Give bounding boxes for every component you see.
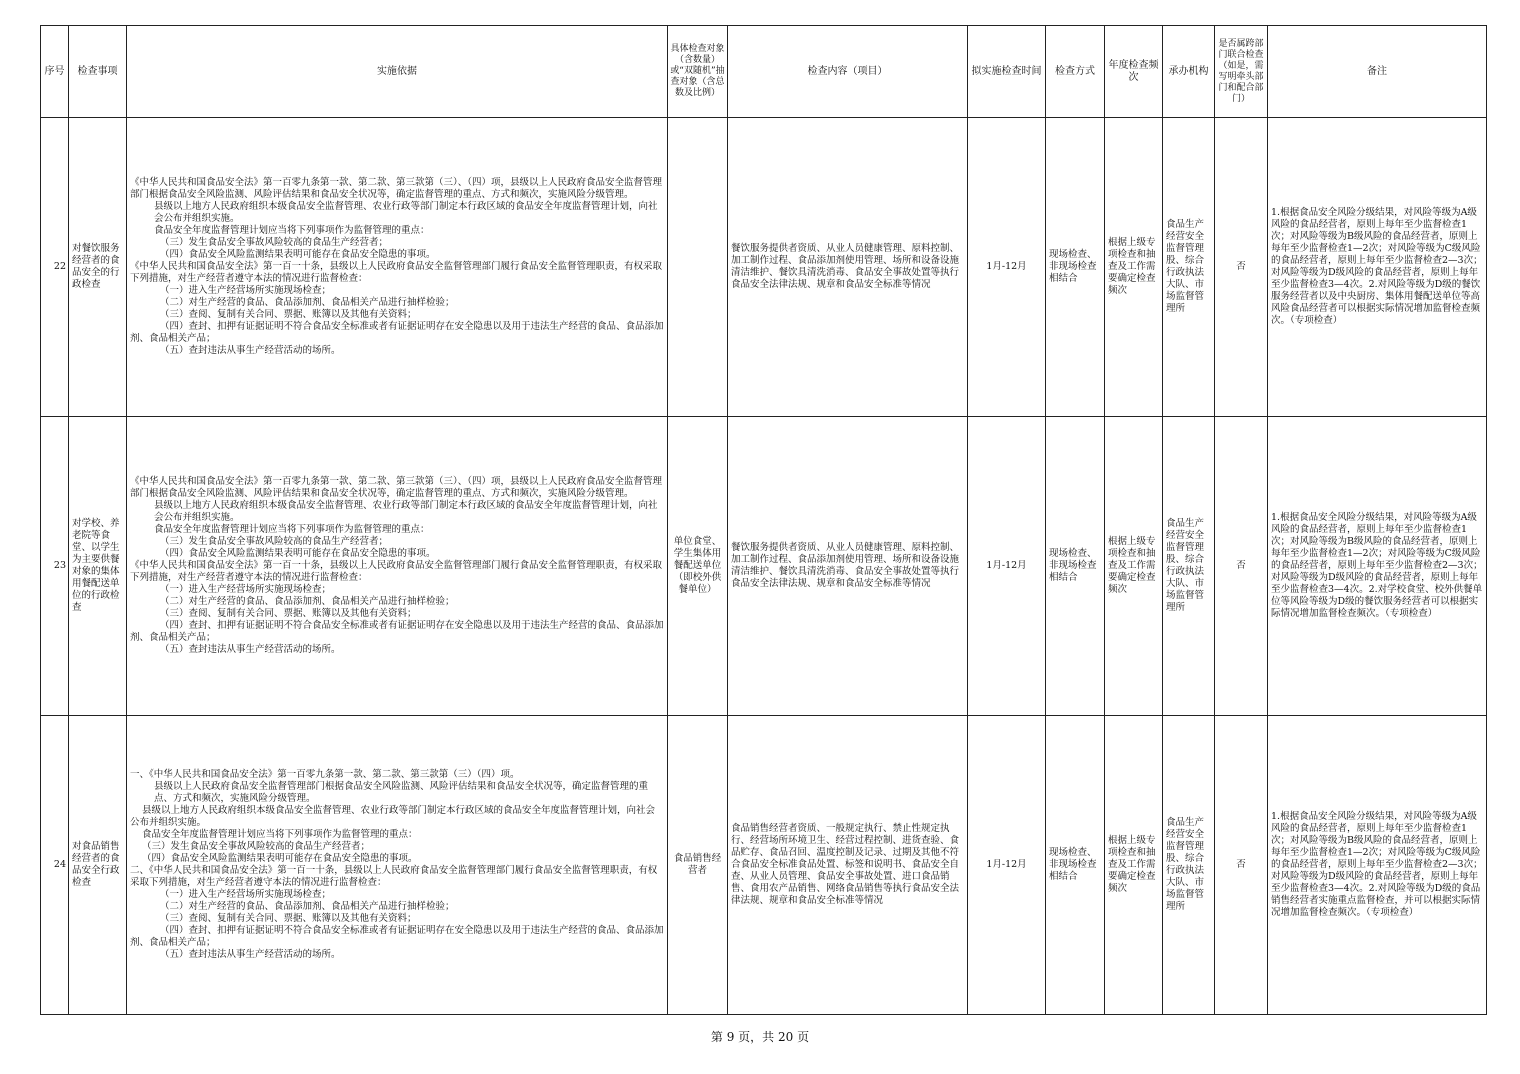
row-basis (127, 716, 668, 1015)
basis-paragraph: 县级以上地方人民政府组织本级食品安全监督管理、农业行政等部门制定本行政区域的食品安全年度监督管理计划，向社会公布并组织实施。 (154, 500, 658, 523)
table-row (41, 118, 1487, 417)
header-row (41, 26, 1487, 118)
table-row (41, 716, 1487, 1015)
table-row (41, 417, 1487, 716)
row-object: 食品销售经营者 (668, 716, 728, 1015)
row-item: 对餐饮服务经营者的食品安全的行政检查 (69, 118, 127, 417)
basis-paragraph: （四）食品安全风险监测结果表明可能存在食品安全隐患的事项。 (160, 548, 436, 559)
basis-paragraph: （二）对生产经营的食品、食品添加剂、食品相关产品进行抽样检验； (160, 596, 455, 607)
page-number: 第 9 页，共 20 页 (710, 1030, 810, 1044)
row-org: 食品生产经营安全监督管理股、综合行政执法大队、市场监督管理所 (1163, 118, 1215, 417)
row-time: 1月-12月 (968, 118, 1046, 417)
basis-paragraph: （一）进入生产经营场所实施现场检查； (160, 584, 332, 595)
basis-paragraph: （五）查封违法从事生产经营活动的场所。 (160, 345, 341, 356)
basis-paragraph: （四）食品安全风险监测结果表明可能存在食品安全隐患的事项。 (160, 249, 436, 260)
basis-paragraph: （四）查封、扣押有证据证明不符合食品安全标准或者有证据证明存在安全隐患以及用于违法生产经营的食品、食品添加剂、食品相关产品； (130, 321, 664, 344)
inspection-table (40, 25, 1487, 1015)
basis-paragraph: 《中华人民共和国食品安全法》第一百零九条第一款、第二款、第三款第（三）、（四）项，县级以上人民政府食品安全监督管理部门根据食品安全风险监测、风险评估结果和食品安全状况等，确定监督管理的重点、方式和频次，实施风险分级管理。 (130, 476, 663, 499)
basis-paragraph: 县级以上地方人民政府组织本级食品安全监督管理、农业行政等部门制定本行政区域的食品安全年度监督管理计划，向社会公布并组织实施。 (130, 805, 656, 828)
basis-paragraph: （一）进入生产经营场所实施现场检查； (160, 285, 332, 296)
basis-paragraph: （三）发生食品安全事故风险较高的食品生产经营者； (160, 237, 389, 248)
row-method: 现场检查、非现场检查相结合 (1046, 417, 1105, 716)
row-org: 食品生产经营安全监督管理股、综合行政执法大队、市场监督管理所 (1163, 716, 1215, 1015)
row-method: 现场检查、非现场检查相结合 (1046, 118, 1105, 417)
basis-paragraph: 食品安全年度监督管理计划应当将下列事项作为监督管理的重点： (154, 225, 430, 236)
basis-paragraph: 二、《中华人民共和国食品安全法》第一百一十条，县级以上人民政府食品安全监督管理部门履行食品安全监督管理职责，有权采取下列措施，对生产经营者遵守本法的情况进行监督检查： (130, 865, 658, 888)
header-item: 检查事项 (69, 26, 127, 118)
row-freq: 根据上级专项检查和抽查及工作需要确定检查频次 (1105, 118, 1163, 417)
row-object (668, 118, 728, 417)
row-joint: 否 (1215, 118, 1268, 417)
basis-paragraph: 一、《中华人民共和国食品安全法》第一百零九条第一款、第二款、第三款第（三）（四）项。 (130, 769, 520, 780)
row-note: 1.根据食品安全风险分级结果，对风险等级为A级风险的食品经营者，原则上每年至少监督检查1次；对风险等级为B级风险的食品经营者，原则上每年至少监督检查1—2次；对风险等级为C级风险的食品经营者，原则上每年至少监督检查2—3次；对风险等级为D级风险的食品经营者，原则上每年至少监督检查3—4次。2.对学校食堂、校外供餐单位等风险等级为D级的餐饮服务经营者可以根据实际情况增加监督检查频次。（专项检查） (1268, 417, 1487, 716)
header-freq: 年度检查频次 (1105, 26, 1163, 118)
row-org: 食品生产经营安全监督管理股、综合行政执法大队、市场监督管理所 (1163, 417, 1215, 716)
header-joint: 是否属跨部门联合检查（如是，需写明牵头部门和配合部门） (1215, 26, 1268, 118)
row-note: 1.根据食品安全风险分级结果，对风险等级为A级风险的食品经营者，原则上每年至少监督检查1次；对风险等级为B级风险的食品经营者，原则上每年至少监督检查1—2次；对风险等级为C级风险的食品经营者，原则上每年至少监督检查2—3次；对风险等级为D级风险的食品经营者，原则上每年至少监督检查3—4次。2.对风险等级为D级的餐饮服务经营者以及中央厨房、集体用餐配送单位等高风险食品经营者可以根据实际情况增加监督检查频次。（专项检查） (1268, 118, 1487, 417)
row-content: 餐饮服务提供者资质、从业人员健康管理、原料控制、加工制作过程、食品添加剂使用管理、场所和设备设施清洁维护、餐饮具清洗消毒、食品安全事故处置等执行食品安全法律法规、规章和食品安全标准等情况 (728, 417, 968, 716)
basis-paragraph: （四）食品安全风险监测结果表明可能存在食品安全隐患的事项。 (142, 853, 418, 864)
header-org: 承办机构 (1163, 26, 1215, 118)
header-content: 检查内容（项目） (728, 26, 968, 118)
header-seq: 序号 (41, 26, 69, 118)
basis-paragraph: （三）发生食品安全事故风险较高的食品生产经营者； (160, 536, 389, 547)
row-freq: 根据上级专项检查和抽查及工作需要确定检查频次 (1105, 716, 1163, 1015)
basis-paragraph: （一）进入生产经营场所实施现场检查； (160, 889, 332, 900)
basis-paragraph: （三）发生食品安全事故风险较高的食品生产经营者； (142, 841, 371, 852)
row-joint: 否 (1215, 417, 1268, 716)
basis-paragraph: （五）查封违法从事生产经营活动的场所。 (160, 949, 341, 960)
row-time: 1月-12月 (968, 417, 1046, 716)
row-basis (127, 417, 668, 716)
row-seq: 23 (41, 417, 69, 716)
header-method: 检查方式 (1046, 26, 1105, 118)
header-object: 具体检查对象（含数量）或“双随机”抽查对象（含总数及比例） (668, 26, 728, 118)
header-note: 备注 (1268, 26, 1487, 118)
row-note: 1.根据食品安全风险分级结果，对风险等级为A级风险的食品经营者，原则上每年至少监督检查1次；对风险等级为B级风险的食品经营者，原则上每年至少监督检查1—2次；对风险等级为C级风险的食品经营者，原则上每年至少监督检查2—3次；对风险等级为D级风险的食品经营者，原则上每年至少监督检查3—4次。2.对风险等级为D级的食品销售经营者实施重点监督检查，并可以根据实际情况增加监督检查频次。（专项检查） (1268, 716, 1487, 1015)
basis-paragraph: （三）查阅、复制有关合同、票据、账簿以及其他有关资料； (160, 608, 417, 619)
basis-paragraph: （三）查阅、复制有关合同、票据、账簿以及其他有关资料； (160, 309, 417, 320)
row-object: 单位食堂、学生集体用餐配送单位（即校外供餐单位） (668, 417, 728, 716)
row-item: 对食品销售经营者的食品安全行政检查 (69, 716, 127, 1015)
row-seq: 22 (41, 118, 69, 417)
row-method: 现场检查、非现场检查相结合 (1046, 716, 1105, 1015)
basis-paragraph: （五）查封违法从事生产经营活动的场所。 (160, 644, 341, 655)
header-basis: 实施依据 (127, 26, 668, 118)
basis-paragraph: （二）对生产经营的食品、食品添加剂、食品相关产品进行抽样检验； (160, 297, 455, 308)
row-item: 对学校、养老院等食堂、以学生为主要供餐对象的集体用餐配送单位的行政检查 (69, 417, 127, 716)
basis-paragraph: 《中华人民共和国食品安全法》第一百一十条，县级以上人民政府食品安全监督管理部门履行食品安全监督管理职责，有权采取下列措施，对生产经营者遵守本法的情况进行监督检查： (130, 261, 663, 284)
basis-paragraph: （四）查封、扣押有证据证明不符合食品安全标准或者有证据证明存在安全隐患以及用于违法生产经营的食品、食品添加剂、食品相关产品； (130, 925, 664, 948)
basis-paragraph: 食品安全年度监督管理计划应当将下列事项作为监督管理的重点： (142, 829, 418, 840)
basis-paragraph: 《中华人民共和国食品安全法》第一百零九条第一款、第二款、第三款第（三）、（四）项，县级以上人民政府食品安全监督管理部门根据食品安全风险监测、风险评估结果和食品安全状况等，确定监督管理的重点、方式和频次，实施风险分级管理。 (130, 177, 663, 200)
row-joint: 否 (1215, 716, 1268, 1015)
row-basis (127, 118, 668, 417)
basis-paragraph: （二）对生产经营的食品、食品添加剂、食品相关产品进行抽样检验； (160, 901, 455, 912)
row-content: 餐饮服务提供者资质、从业人员健康管理、原料控制、加工制作过程、食品添加剂使用管理、场所和设备设施清洁维护、餐饮具清洗消毒、食品安全事故处置等执行食品安全法律法规、规章和食品安全标准等情况 (728, 118, 968, 417)
row-time: 1月-12月 (968, 716, 1046, 1015)
row-content: 食品销售经营者资质、一般规定执行、禁止性规定执行、经营场所环境卫生、经营过程控制、进货查验、食品贮存、食品召回、温度控制及记录、过期及其他不符合食品安全标准食品处置、标签和说明书、食品安全自查、从业人员管理、食品安全事故处置、进口食品销售、食用农产品销售、网络食品销售等执行食品安全法律法规、规章和食品安全标准等情况 (728, 716, 968, 1015)
basis-paragraph: （四）查封、扣押有证据证明不符合食品安全标准或者有证据证明存在安全隐患以及用于违法生产经营的食品、食品添加剂、食品相关产品； (130, 620, 664, 643)
header-time: 拟实施检查时间 (968, 26, 1046, 118)
row-freq: 根据上级专项检查和抽查及工作需要确定检查频次 (1105, 417, 1163, 716)
basis-paragraph: 县级以上地方人民政府组织本级食品安全监督管理、农业行政等部门制定本行政区域的食品安全年度监督管理计划，向社会公布并组织实施。 (154, 201, 658, 224)
basis-paragraph: 《中华人民共和国食品安全法》第一百一十条，县级以上人民政府食品安全监督管理部门履行食品安全监督管理职责，有权采取下列措施，对生产经营者遵守本法的情况进行监督检查： (130, 560, 663, 583)
basis-paragraph: 县级以上人民政府食品安全监督管理部门根据食品安全风险监测、风险评估结果和食品安全状况等，确定监督管理的重点、方式和频次，实施风险分级管理。 (154, 781, 649, 804)
basis-paragraph: 食品安全年度监督管理计划应当将下列事项作为监督管理的重点： (154, 524, 430, 535)
basis-paragraph: （三）查阅、复制有关合同、票据、账簿以及其他有关资料； (160, 913, 417, 924)
row-seq: 24 (41, 716, 69, 1015)
